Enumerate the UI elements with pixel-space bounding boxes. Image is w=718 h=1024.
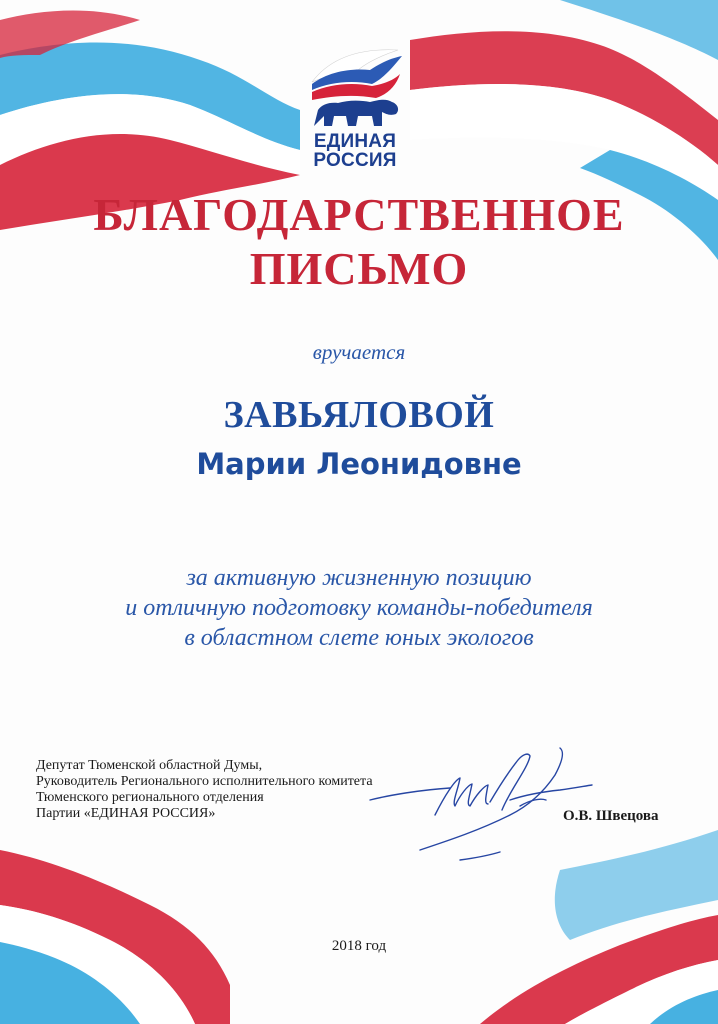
signatory-block — [36, 758, 516, 822]
title-line1: БЛАГОДАРСТВЕННОЕ — [93, 189, 625, 240]
recipient-surname: ЗАВЬЯЛОВОЙ — [223, 394, 495, 436]
party-logo — [300, 40, 410, 171]
reason-line3: в областном слете юных экологов — [184, 625, 534, 651]
year-label: 2018 год — [331, 938, 387, 954]
signatory-line4: Партии «ЕДИНАЯ РОССИЯ» — [36, 806, 216, 821]
signatory-line3: Тюменского регионального отделения — [36, 790, 264, 805]
logo-text-line1: ЕДИНАЯ — [313, 131, 397, 152]
logo-text-line2: РОССИЯ — [313, 150, 397, 171]
signer-name: О.В. Швецова — [563, 808, 659, 824]
recipient-given-names: Марии Леонидовне — [196, 447, 522, 481]
bear-flag-icon — [300, 40, 410, 130]
awarded-label: вручается — [312, 340, 406, 364]
signatory-line2: Руководитель Регионального исполнительного комитета — [36, 774, 373, 789]
signatory-line1: Депутат Тюменской областной Думы, — [36, 758, 263, 773]
title-line2: ПИСЬМО — [249, 243, 469, 294]
reason-line1: за активную жизненную позицию — [186, 565, 532, 591]
reason-line2: и отличную подготовку команды-победителя — [125, 595, 593, 621]
